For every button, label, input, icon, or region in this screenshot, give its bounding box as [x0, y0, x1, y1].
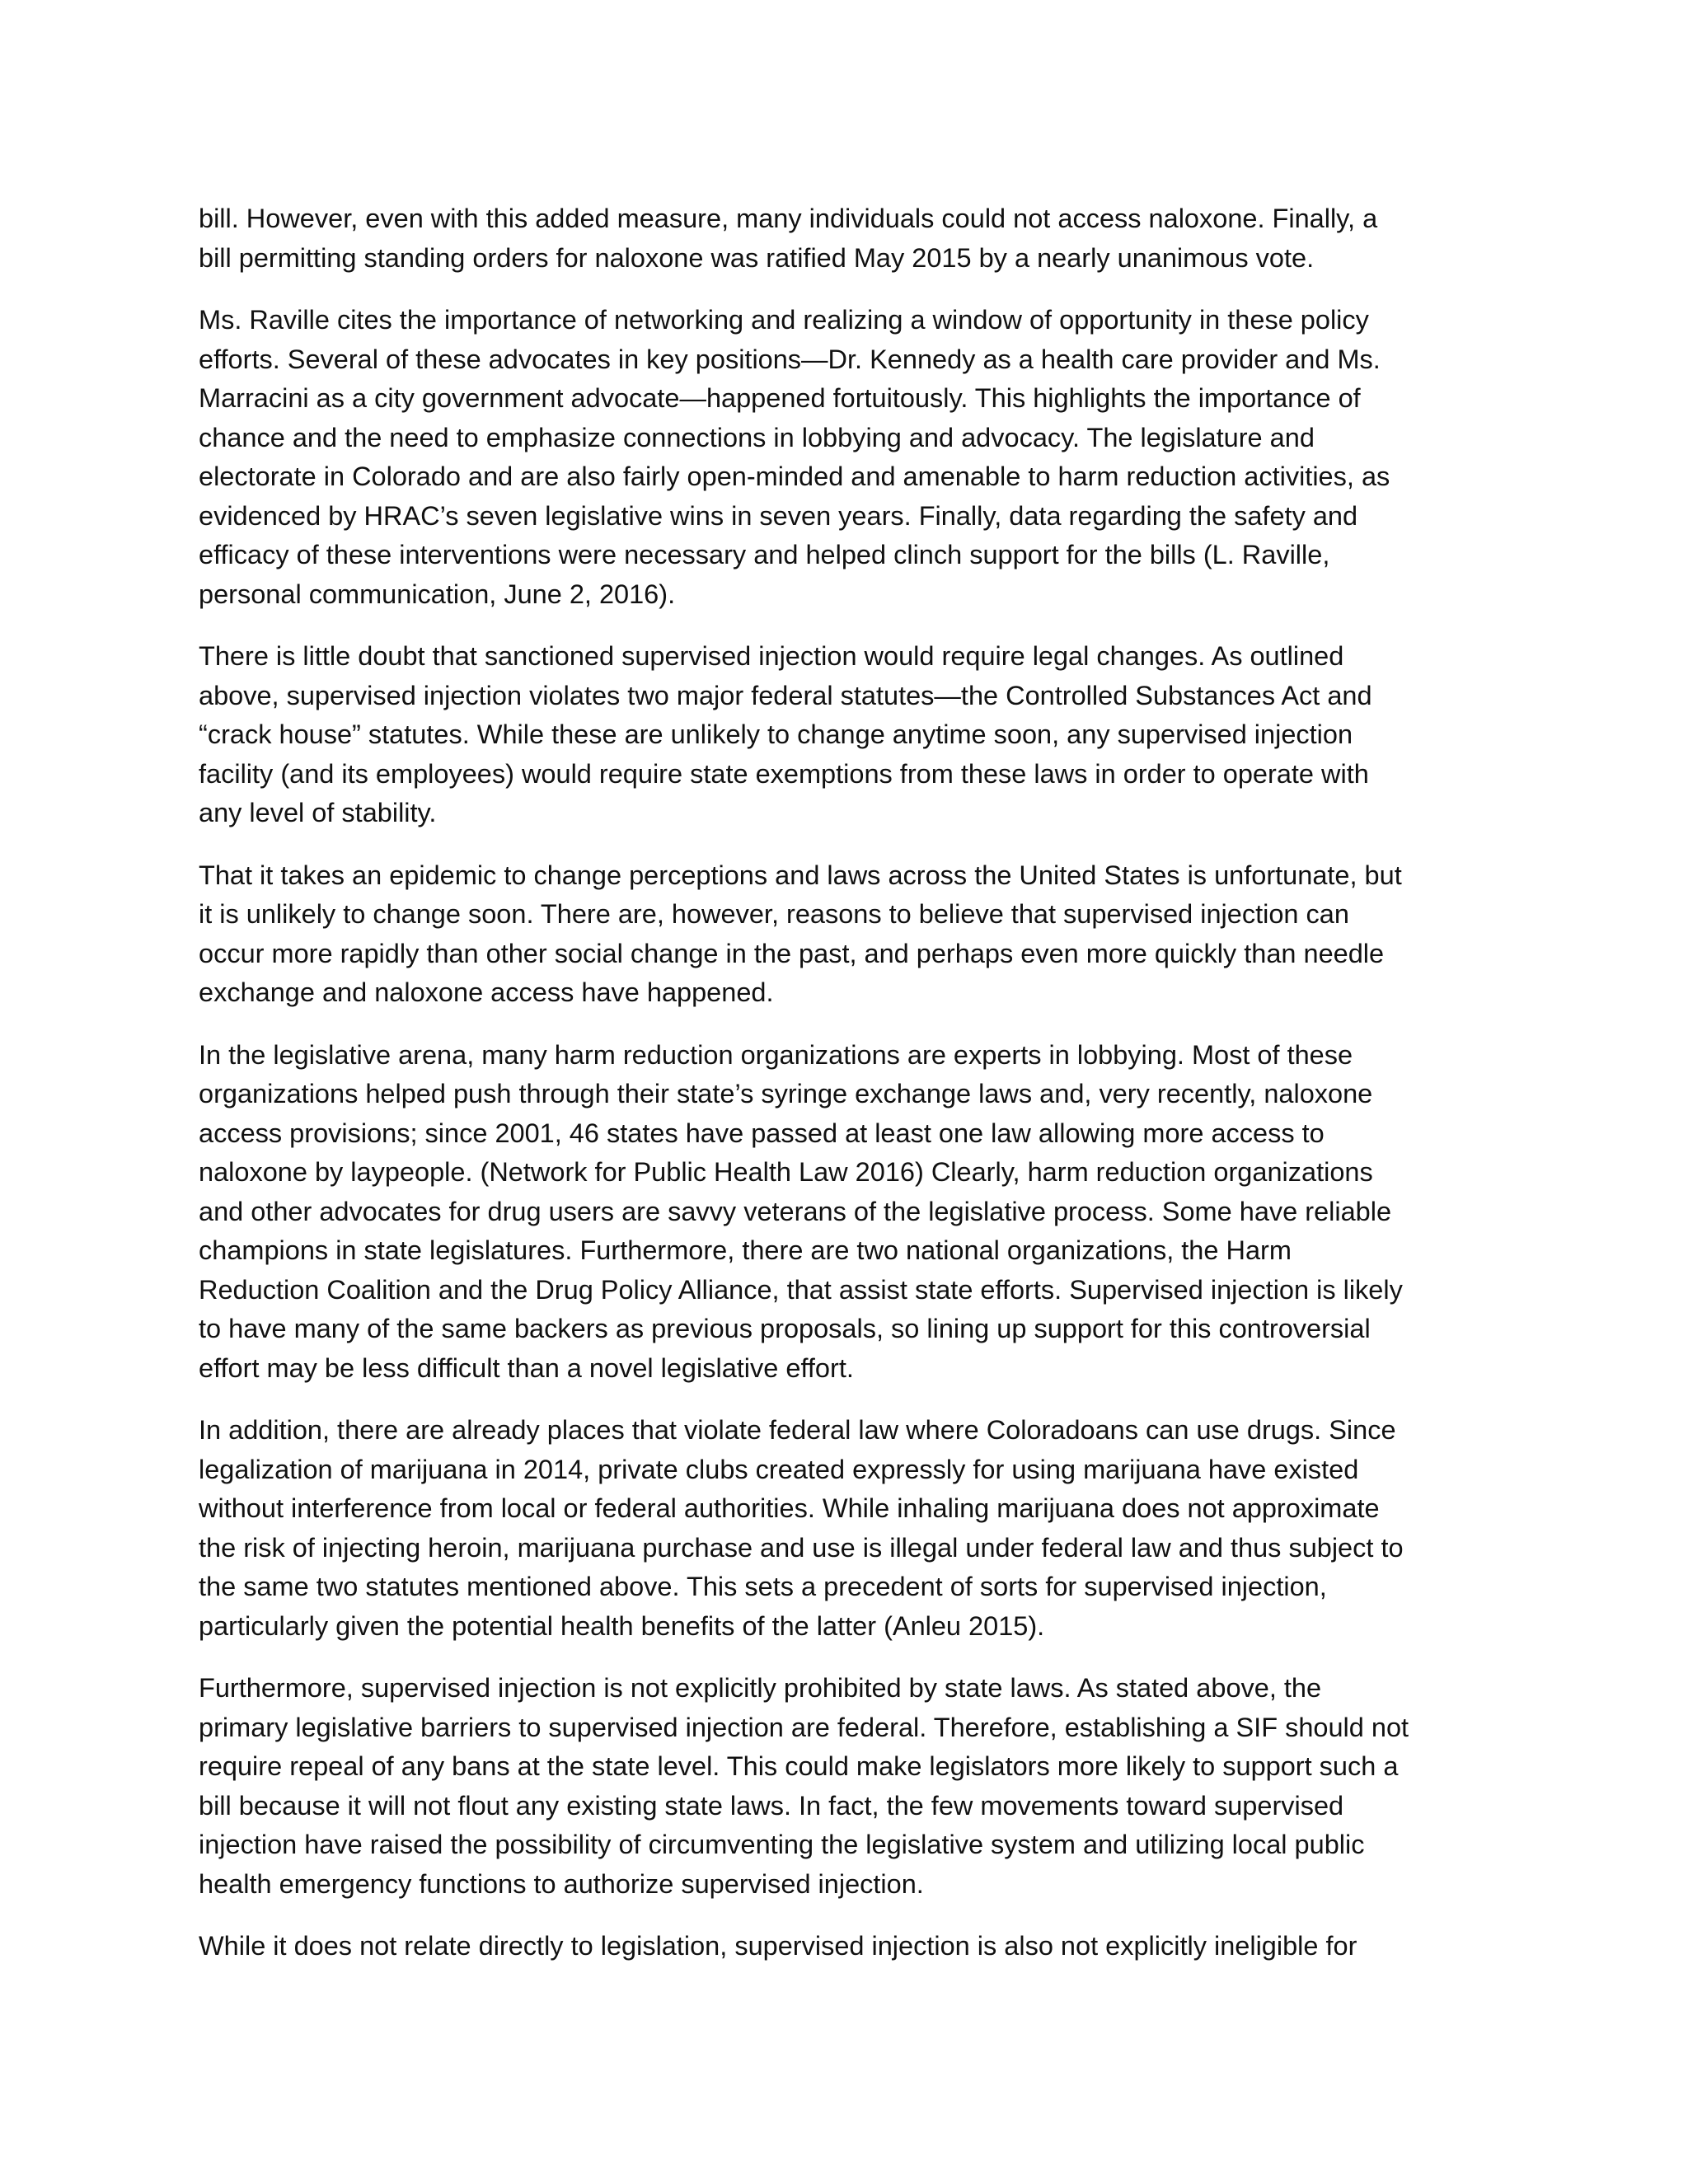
text-line: There is little doubt that sanctioned supervised injection would require legal changes. As outlined [199, 641, 1344, 671]
text-line: particularly given the potential health benefits of the latter (Anleu 2015). [199, 1610, 1045, 1641]
text-line: it is unlikely to change soon. There are, however, reasons to believe that supervised injection can [199, 899, 1349, 929]
text-line: Furthermore, supervised injection is not explicitly prohibited by state laws. As stated above, the [199, 1673, 1322, 1703]
text-line: efficacy of these interventions were necessary and helped clinch support for the bills (L. Raville, [199, 540, 1330, 569]
text-line: “crack house” statutes. While these are unlikely to change anytime soon, any supervised injection [199, 719, 1353, 749]
paragraph-4 [199, 856, 1494, 1013]
paragraph-5 [199, 1036, 1494, 1389]
text-line: legalization of marijuana in 2014, private clubs created expressly for using marijuana have existed [199, 1454, 1359, 1484]
text-line: Reduction Coalition and the Drug Policy Alliance, that assist state efforts. Supervised injection is likely [199, 1274, 1403, 1305]
text-line: access provisions; since 2001, 46 states have passed at least one law allowing more access to [199, 1118, 1325, 1148]
text-line: Ms. Raville cites the importance of networking and realizing a window of opportunity in these policy [199, 305, 1369, 335]
text-line: above, supervised injection violates two major federal statutes—the Controlled Substances Act and [199, 680, 1372, 710]
text-line: occur more rapidly than other social change in the past, and perhaps even more quickly than needle [199, 938, 1385, 968]
text-line: to have many of the same backers as previous proposals, so lining up support for this controversial [199, 1314, 1371, 1343]
text-line: bill. However, even with this added measure, many individuals could not access naloxone. Finally, a [199, 204, 1378, 233]
text-line: exchange and naloxone access have happened. [199, 977, 774, 1007]
text-line: While it does not relate directly to legislation, supervised injection is also not explicitly ineligible for [199, 1931, 1357, 1961]
text-line: efforts. Several of these advocates in key positions—Dr. Kennedy as a health care provider and Ms. [199, 344, 1381, 374]
text-line: effort may be less difficult than a novel legislative effort. [199, 1352, 854, 1383]
paragraph-6 [199, 1411, 1494, 1646]
text-line: electorate in Colorado and are also fairly open-minded and amenable to harm reduction activities, as [199, 462, 1390, 491]
document-body [199, 199, 1494, 1990]
text-line: That it takes an epidemic to change perceptions and laws across the United States is unfortunate, but [199, 860, 1402, 890]
text-line: injection have raised the possibility of circumventing the legislative system and utilizing local public [199, 1830, 1365, 1859]
text-line: bill because it will not flout any existing state laws. In fact, the few movements toward supervised [199, 1790, 1344, 1821]
text-line: and other advocates for drug users are savvy veterans of the legislative process. Some have reliable [199, 1196, 1392, 1226]
text-line: naloxone by laypeople. (Network for Public Health Law 2016) Clearly, harm reduction organizations [199, 1157, 1373, 1187]
text-line: chance and the need to emphasize connections in lobbying and advocacy. The legislature and [199, 422, 1315, 452]
text-line: evidenced by HRAC’s seven legislative wins in seven years. Finally, data regarding the safety and [199, 500, 1358, 531]
paragraph-7 [199, 1669, 1494, 1904]
text-line: without interference from local or federal authorities. While inhaling marijuana does not approximate [199, 1493, 1380, 1523]
text-line: In the legislative arena, many harm reduction organizations are experts in lobbying. Most of these [199, 1039, 1353, 1070]
text-line: champions in state legislatures. Furthermore, there are two national organizations, the Harm [199, 1235, 1292, 1265]
text-line: Marracini as a city government advocate—happened fortuitously. This highlights the importance of [199, 383, 1361, 413]
paragraph-2 [199, 301, 1494, 614]
text-line: the risk of injecting heroin, marijuana purchase and use is illegal under federal law and thus subject to [199, 1532, 1404, 1563]
text-line: health emergency functions to authorize supervised injection. [199, 1868, 924, 1899]
text-line: organizations helped push through their state’s syringe exchange laws and, very recently, naloxone [199, 1079, 1373, 1108]
text-line: In addition, there are already places that violate federal law where Coloradoans can use drugs. Since [199, 1415, 1396, 1445]
paragraph-1 [199, 199, 1494, 278]
text-line: personal communication, June 2, 2016). [199, 579, 676, 609]
text-line: facility (and its employees) would require state exemptions from these laws in order to operate with [199, 758, 1369, 789]
text-line: the same two statutes mentioned above. This sets a precedent of sorts for supervised injection, [199, 1572, 1327, 1601]
paragraph-8 [199, 1927, 1494, 1966]
paragraph-3 [199, 637, 1494, 833]
text-line: bill permitting standing orders for naloxone was ratified May 2015 by a nearly unanimous vote. [199, 242, 1315, 273]
text-line: require repeal of any bans at the state level. This could make legislators more likely to support such a [199, 1751, 1399, 1781]
text-line: any level of stability. [199, 798, 437, 827]
text-line: primary legislative barriers to supervised injection are federal. Therefore, establishing a SIF should not [199, 1712, 1409, 1742]
